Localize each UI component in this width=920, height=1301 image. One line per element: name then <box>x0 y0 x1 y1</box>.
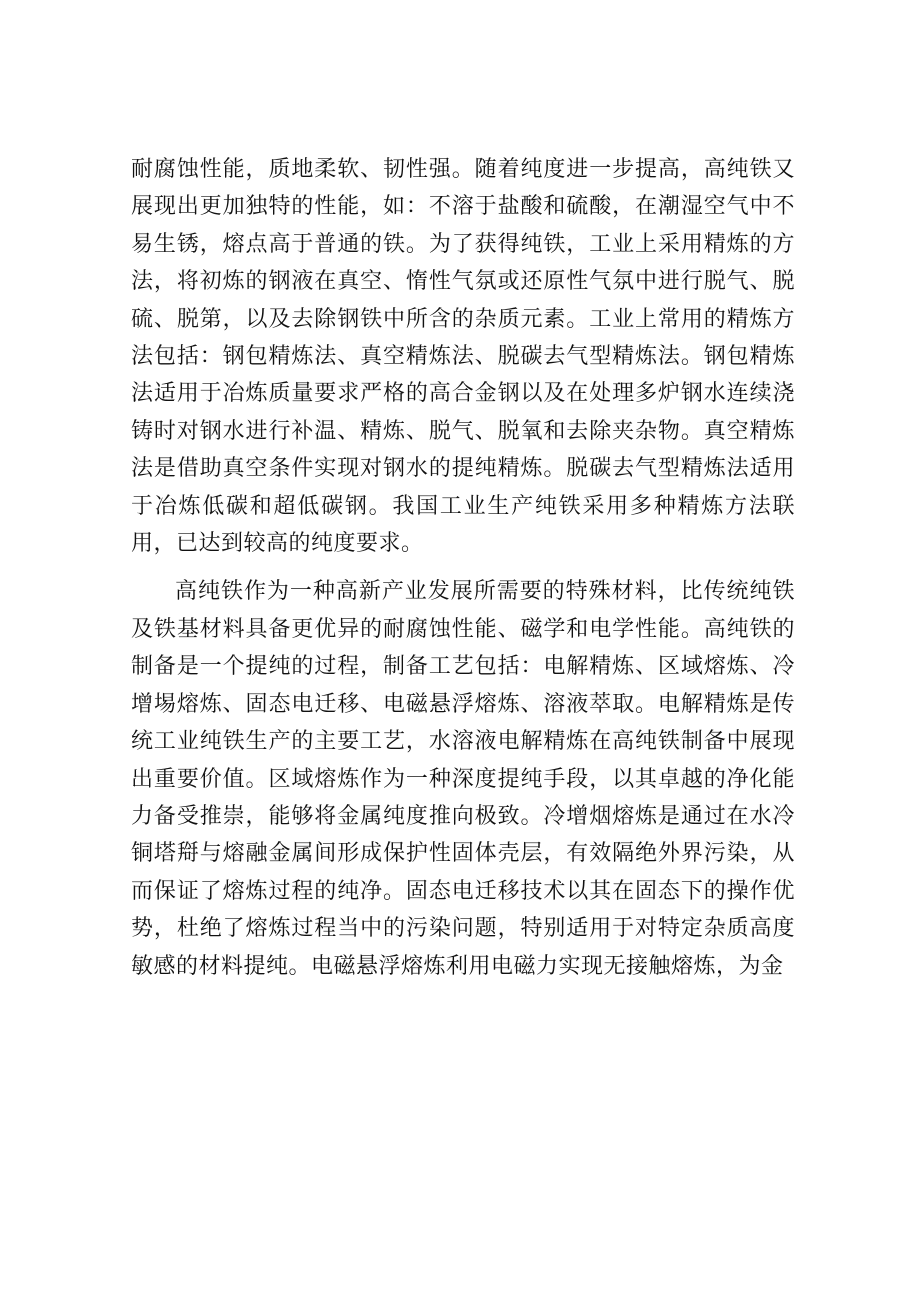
paragraph-high-purity-iron-preparation: 高纯铁作为一种高新产业发展所需要的特殊材料，比传统纯铁及铁基材料具备更优异的耐腐蚀性能、磁学和电学性能。高纯铁的制备是一个提纯的过程，制备工艺包括：电解精炼、区域熔炼、冷增埸熔炼、固态电迁移、电磁悬浮熔炼、溶液萃取。电解精炼是传统工业纯铁生产的主要工艺，水溶液电解精炼在高纯铁制备中展现出重要价值。区域熔炼作为一种深度提纯手段，以其卓越的净化能力备受推崇，能够将金属纯度推向极致。冷增烟熔炼是通过在水冷铜塔搿与熔融金属间形成保护性固体壳层，有效隔绝外界污染，从而保证了熔炼过程的纯净。固态电迁移技术以其在固态下的操作优势，杜绝了熔炼过程当中的污染问题，特别适用于对特定杂质高度敏感的材料提纯。电磁悬浮熔炼利用电磁力实现无接触熔炼，为金 <box>131 579 795 979</box>
paragraph-refining-methods: 耐腐蚀性能，质地柔软、韧性强。随着纯度进一步提高，高纯铁又展现出更加独特的性能，如：不溶于盐酸和硫酸，在潮湿空气中不易生锈，熔点高于普通的铁。为了获得纯铁，工业上采用精炼的方法，将初炼的钢液在真空、惰性气氛或还原性气氛中进行脱气、脱硫、脱第，以及去除钢铁中所含的杂质元素。工业上常用的精炼方法包括：钢包精炼法、真空精炼法、脱碳去气型精炼法。钢包精炼法适用于冶炼质量要求严格的高合金钢以及在处理多炉钢水连续浇铸时对钢水进行补温、精炼、脱气、脱氧和去除夹杂物。真空精炼法是借助真空条件实现对钢水的提纯精炼。脱碳去气型精炼法适用于冶炼低碳和超低碳钢。我国工业生产纯铁采用多种精炼方法联用，已达到较高的纯度要求。 <box>131 157 795 557</box>
body-text <box>131 151 795 985</box>
